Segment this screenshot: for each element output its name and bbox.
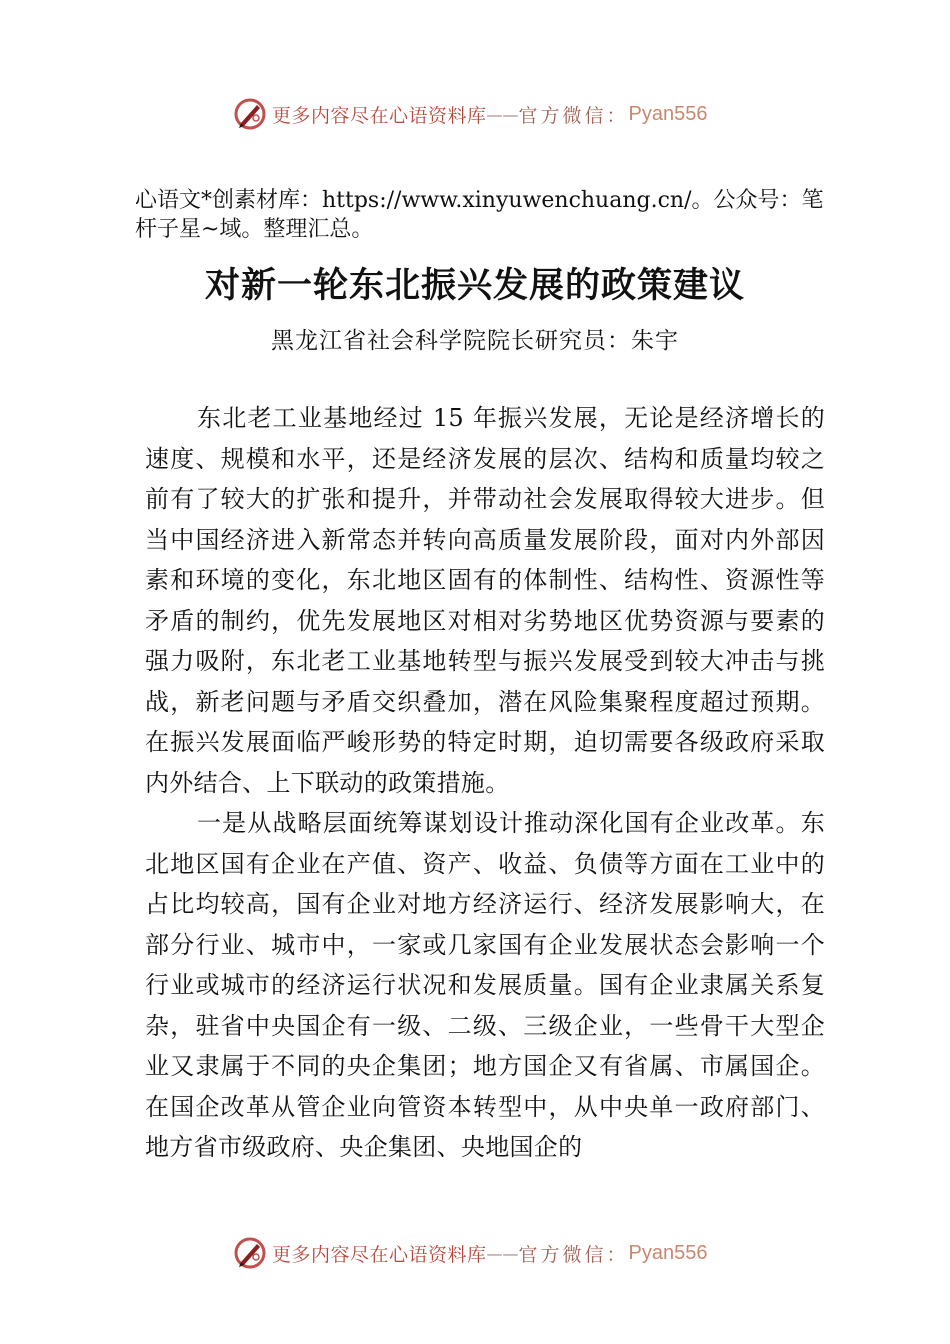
pen-circle-logo-icon [232,96,268,132]
banner-main-text: 更多内容尽在心语资料库 [272,104,487,127]
banner-separator: —— [486,104,519,124]
footer-banner [0,1233,950,1273]
page-title: 对新一轮东北振兴发展的政策建议 [204,265,745,306]
author-line: 黑龙江省社会科学院院长研究员：朱宇 [271,328,679,354]
banner-wechat-id: Pyan556 [628,1241,708,1264]
banner-main-text: 更多内容尽在心语资料库 [272,1243,487,1266]
banner-wechat-label: 官方微信： [518,1243,629,1266]
banner-wechat-id: Pyan556 [628,102,708,125]
banner-wechat-label: 官方微信： [518,104,629,127]
banner-content [232,1233,708,1273]
article-body [145,398,825,1168]
source-line: 心语文*创素材库：https://www.xinyuwenchuang.cn/。公众号：笔杆子星~域。整理汇总。 [135,188,824,242]
paragraph-point-one: 一是从战略层面统筹谋划设计推动深化国有企业改革。东北地区国有企业在产值、资产、收益、负债等方面在工业中的占比均较高，国有企业对地方经济运行、经济发展影响大，在部分行业、城市中，一家或几家国有企业发展状态会影响一个行业或城市的经济运行状况和发展质量。国有企业隶属关系复杂，驻省中央国企有一级、二级、三级企业，一些骨干大型企业又隶属于不同的央企集团；地方国企又有省属、市属国企。在国企改革从管企业向管资本转型中，从中央单一政府部门、地方省市级政府、央企集团、央地国企的 [145,809,825,1161]
pen-circle-logo-icon [232,1235,268,1271]
banner-content [232,94,708,134]
banner-separator: —— [486,1243,519,1263]
header-banner [0,94,950,134]
paragraph-intro: 东北老工业基地经过 15 年振兴发展，无论是经济增长的速度、规模和水平，还是经济发展的层次、结构和质量均较之前有了较大的扩张和提升，并带动社会发展取得较大进步。但当中国经济进入新常态并转向高质量发展阶段，面对内外部因素和环境的变化，东北地区固有的体制性、结构性、资源性等矛盾的制约，优先发展地区对相对劣势地区优势资源与要素的强力吸附，东北老工业基地转型与振兴发展受到较大冲击与挑战，新老问题与矛盾交织叠加，潜在风险集聚程度超过预期。在振兴发展面临严峻形势的特定时期，迫切需要各级政府采取内外结合、上下联动的政策措施。 [145,404,825,797]
